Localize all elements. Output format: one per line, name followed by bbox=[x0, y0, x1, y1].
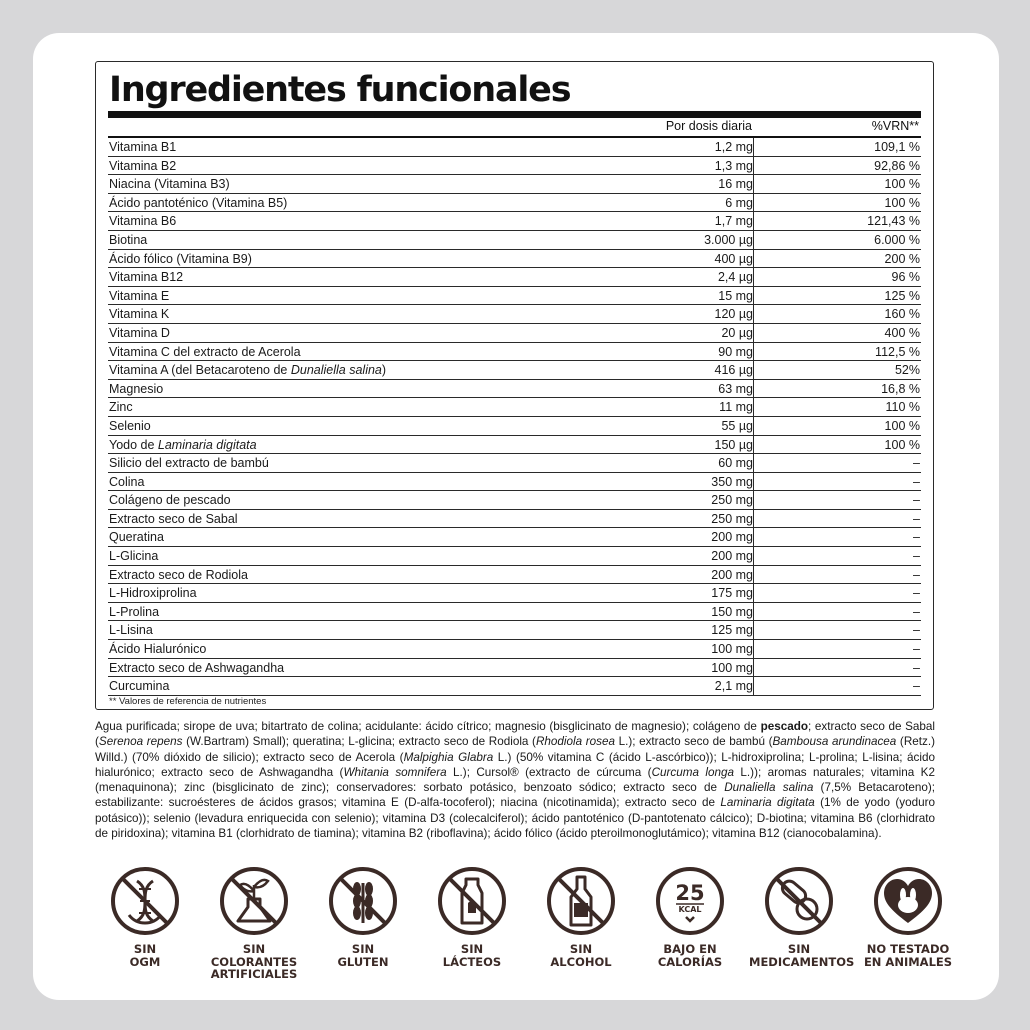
wheat-crossed-icon bbox=[327, 865, 399, 937]
header-dose: Por dosis diaria bbox=[665, 119, 752, 133]
row-vrn: 100 % bbox=[884, 195, 920, 210]
badge-5 bbox=[531, 865, 631, 968]
row-dose: 1,7 mg bbox=[714, 214, 753, 229]
row-name: Zinc bbox=[109, 400, 133, 415]
svg-text:KCAL: KCAL bbox=[678, 905, 702, 914]
header-vrn: %VRN** bbox=[871, 119, 919, 133]
row-name: Extracto seco de Rodiola bbox=[109, 567, 248, 582]
badge-4 bbox=[422, 865, 522, 968]
row-dose: 150 mg bbox=[711, 604, 753, 619]
row-dose: 15 mg bbox=[718, 288, 753, 303]
table-row bbox=[108, 361, 921, 380]
row-name: Vitamina C del extracto de Acerola bbox=[109, 344, 301, 359]
row-name: Colágeno de pescado bbox=[109, 493, 231, 508]
table-row bbox=[108, 436, 921, 455]
table-row bbox=[108, 287, 921, 306]
bottle-crossed-icon bbox=[545, 865, 617, 937]
table-row bbox=[108, 584, 921, 603]
badge-label: BAJO EN CALORÍAS bbox=[657, 942, 723, 969]
row-vrn: – bbox=[913, 679, 920, 694]
badge-label: SIN MEDICAMENTOS bbox=[749, 942, 855, 969]
row-vrn: 125 % bbox=[884, 288, 920, 303]
row-name: Niacina (Vitamina B3) bbox=[109, 177, 230, 192]
row-name: Ácido Hialurónico bbox=[109, 642, 207, 657]
row-dose: 100 mg bbox=[711, 660, 753, 675]
row-vrn: – bbox=[913, 623, 920, 638]
row-vrn: 96 % bbox=[891, 270, 920, 285]
row-name: Magnesio bbox=[109, 381, 164, 396]
badge-8 bbox=[858, 865, 958, 968]
milk-bottle-crossed-icon bbox=[436, 865, 508, 937]
row-dose: 20 µg bbox=[721, 325, 753, 340]
row-name: Vitamina A (del Betacaroteno de Dunaliella salina) bbox=[109, 363, 387, 378]
table-row bbox=[108, 510, 921, 529]
nutrition-table bbox=[95, 61, 934, 710]
table-row bbox=[108, 194, 921, 213]
title-rule bbox=[108, 111, 921, 118]
dna-crossed-icon bbox=[109, 865, 181, 937]
row-vrn: 109,1 % bbox=[874, 140, 920, 154]
row-name: Curcumina bbox=[109, 679, 170, 694]
badge-2 bbox=[204, 865, 304, 981]
row-dose: 2,4 µg bbox=[717, 270, 753, 285]
table-row bbox=[108, 473, 921, 492]
table-row bbox=[108, 212, 921, 231]
row-dose: 60 mg bbox=[718, 456, 753, 471]
row-vrn: – bbox=[913, 660, 920, 675]
row-name: Ácido fólico (Vitamina B9) bbox=[109, 251, 252, 266]
row-dose: 175 mg bbox=[711, 586, 753, 601]
row-name: L-Hidroxiprolina bbox=[109, 586, 197, 601]
row-dose: 400 µg bbox=[714, 251, 753, 266]
svg-text:25: 25 bbox=[675, 881, 705, 905]
row-vrn: – bbox=[913, 493, 920, 508]
row-dose: 200 mg bbox=[711, 530, 753, 545]
heart-rabbit-icon bbox=[872, 865, 944, 937]
row-vrn: 92,86 % bbox=[874, 158, 920, 173]
row-name: Extracto seco de Ashwagandha bbox=[109, 660, 285, 675]
row-vrn: – bbox=[913, 586, 920, 601]
badge-label: NO TESTADO EN ANIMALES bbox=[863, 942, 953, 969]
table-row bbox=[108, 454, 921, 473]
row-name: Yodo de Laminaria digitata bbox=[109, 437, 257, 452]
table-row bbox=[108, 677, 921, 696]
row-name: L-Glicina bbox=[109, 549, 159, 564]
badge-label: SIN GLUTEN bbox=[337, 942, 389, 969]
row-vrn: – bbox=[913, 642, 920, 657]
row-vrn: 100 % bbox=[884, 437, 920, 452]
row-vrn: – bbox=[913, 511, 920, 526]
row-name: Ácido pantoténico (Vitamina B5) bbox=[109, 195, 288, 210]
badge-3 bbox=[313, 865, 413, 968]
row-dose: 90 mg bbox=[718, 344, 753, 359]
badge-label: SIN COLORANTES ARTIFICIALES bbox=[210, 942, 298, 981]
row-name: Vitamina B6 bbox=[109, 214, 177, 229]
table-row bbox=[108, 398, 921, 417]
row-dose: 3.000 µg bbox=[704, 232, 753, 247]
row-dose: 100 mg bbox=[711, 642, 753, 657]
row-name: Queratina bbox=[109, 530, 164, 545]
table-row bbox=[108, 621, 921, 640]
row-vrn: – bbox=[913, 604, 920, 619]
table-row bbox=[108, 380, 921, 399]
table-row bbox=[108, 343, 921, 362]
pills-crossed-icon bbox=[763, 865, 835, 937]
row-vrn: – bbox=[913, 549, 920, 564]
badge-label: SIN LÁCTEOS bbox=[442, 942, 502, 969]
plant-flask-crossed-icon bbox=[218, 865, 290, 937]
row-vrn: – bbox=[913, 456, 920, 471]
row-vrn: 160 % bbox=[884, 307, 920, 322]
row-name: Vitamina D bbox=[109, 325, 170, 340]
table-row bbox=[108, 231, 921, 250]
row-dose: 125 mg bbox=[711, 623, 753, 638]
table-row bbox=[108, 491, 921, 510]
table-row bbox=[108, 175, 921, 194]
table-row bbox=[108, 138, 921, 157]
row-dose: 6 mg bbox=[725, 195, 753, 210]
row-dose: 250 mg bbox=[711, 511, 753, 526]
row-vrn: 400 % bbox=[884, 325, 920, 340]
table-row bbox=[108, 250, 921, 269]
row-name: L-Lisina bbox=[109, 623, 153, 638]
row-dose: 200 mg bbox=[711, 549, 753, 564]
footnote: ** Valores de referencia de nutrientes bbox=[109, 696, 267, 707]
row-name: Vitamina B1 bbox=[109, 140, 177, 154]
table-row bbox=[108, 603, 921, 622]
row-dose: 200 mg bbox=[711, 567, 753, 582]
table-row bbox=[108, 324, 921, 343]
row-dose: 1,3 mg bbox=[714, 158, 753, 173]
ingredients-list: Agua purificada; sirope de uva; bitartrato de colina; acidulante: ácido cítrico; magnesio (bisglicinato de magnesio); colágeno de pescado; extracto seco de Sabal (Serenoa repens (W.Bartram) Small); queratina; L-glicina; extracto seco de Rodiola (Rhodiola rosea L.); extracto seco de bambú (Bambousa arundinacea (Retz.) Willd.) (70% dióxido de silicio); extracto seco de Acerola (Malpighia Glabra L.) (50% vitamina C (ácido L-ascórbico)); L-hidroxiprolina; L-prolina; L-lisina; ácido hialurónico; extracto seco de Ashwagandha (Whitania somnifera L.); Cursol® (extracto de cúrcuma (Curcuma longa L.)); aromas naturales; vitamina K2 (menaquinona); zinc (bisglicinato de zinc); conservadores: sorbato potásico, benzoato sódico; extracto seco de Dunaliella salina (7,5% Betacaroteno); estabilizante: sucroésteres de ácidos grasos; vitamina E (D-alfa-tocoferol); niacina (nicotinamida); extracto seco de Laminaria digitata (1% de yodo (yoduro potásico)); selenio (levadura enriquecida con selenio); vitamina D3 (colecalciferol); ácido pantoténico (D-pantotenato cálcico); D-biotina; vitamina B6 (clorhidrato de piridoxina); vitamina B1 (clorhidrato de tiamina); vitamina B2 (riboflavina); ácido fólico (ácido pteroilmonoglutámico); vitamina B12 (cianocobalamina). bbox=[95, 720, 936, 841]
row-name: Colina bbox=[109, 474, 145, 489]
row-vrn: – bbox=[913, 474, 920, 489]
row-vrn: – bbox=[913, 567, 920, 582]
row-name: Vitamina E bbox=[109, 288, 170, 303]
table-row bbox=[108, 157, 921, 176]
row-name: Vitamina B12 bbox=[109, 270, 184, 285]
badge-label: SIN OGM bbox=[129, 942, 161, 969]
row-dose: 416 µg bbox=[714, 363, 753, 378]
badge-7 bbox=[749, 865, 855, 969]
row-vrn: 6.000 % bbox=[874, 232, 920, 247]
badge-label: SIN ALCOHOL bbox=[550, 942, 612, 969]
table-row bbox=[108, 566, 921, 585]
row-name: Selenio bbox=[109, 418, 151, 433]
row-vrn: 200 % bbox=[884, 251, 920, 266]
row-name: Vitamina B2 bbox=[109, 158, 177, 173]
badge-row bbox=[95, 865, 953, 985]
row-name: L-Prolina bbox=[109, 604, 160, 619]
row-vrn: 52% bbox=[894, 363, 920, 378]
row-dose: 1,2 mg bbox=[714, 140, 753, 154]
row-vrn: 16,8 % bbox=[881, 381, 920, 396]
row-dose: 55 µg bbox=[721, 418, 753, 433]
row-vrn: 110 % bbox=[885, 400, 920, 415]
kcal-icon bbox=[654, 865, 726, 937]
table-rows bbox=[108, 136, 921, 696]
row-name: Extracto seco de Sabal bbox=[109, 511, 238, 526]
row-vrn: 112,5 % bbox=[875, 344, 920, 359]
row-dose: 350 mg bbox=[711, 474, 753, 489]
badge-1 bbox=[95, 865, 195, 968]
badge-6 bbox=[640, 865, 740, 968]
table-row bbox=[108, 528, 921, 547]
row-vrn: – bbox=[913, 530, 920, 545]
table-row bbox=[108, 659, 921, 678]
table-title: Ingredientes funcionales bbox=[109, 70, 571, 110]
row-vrn: 100 % bbox=[884, 177, 920, 192]
table-row bbox=[108, 268, 921, 287]
table-row bbox=[108, 305, 921, 324]
row-name: Silicio del extracto de bambú bbox=[109, 456, 269, 471]
row-dose: 120 µg bbox=[714, 307, 753, 322]
row-vrn: 121,43 % bbox=[867, 214, 920, 229]
row-name: Biotina bbox=[109, 232, 148, 247]
row-name: Vitamina K bbox=[109, 307, 170, 322]
row-dose: 2,1 mg bbox=[714, 679, 753, 694]
table-row bbox=[108, 547, 921, 566]
row-dose: 11 mg bbox=[719, 400, 753, 415]
row-dose: 250 mg bbox=[711, 493, 753, 508]
table-row bbox=[108, 417, 921, 436]
row-dose: 150 µg bbox=[714, 437, 753, 452]
row-dose: 63 mg bbox=[718, 381, 753, 396]
row-vrn: 100 % bbox=[884, 418, 920, 433]
row-dose: 16 mg bbox=[718, 177, 753, 192]
table-row bbox=[108, 640, 921, 659]
